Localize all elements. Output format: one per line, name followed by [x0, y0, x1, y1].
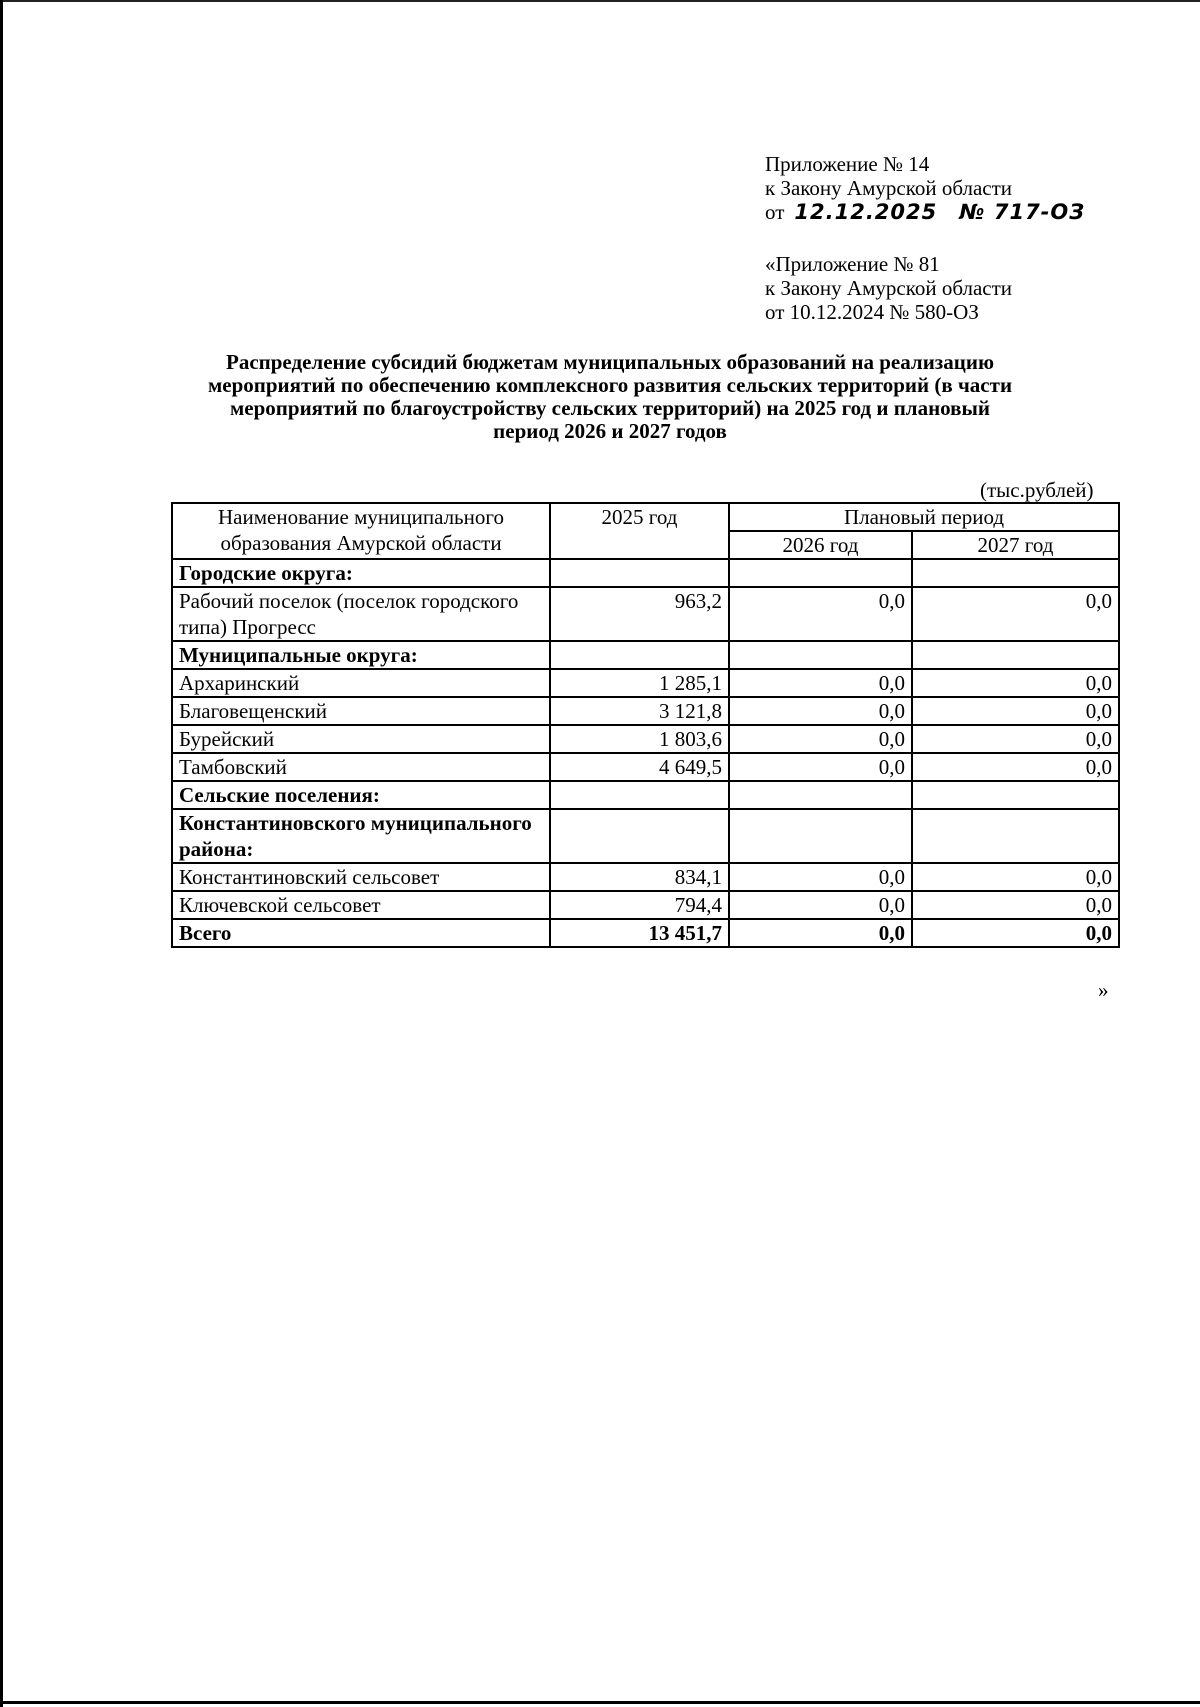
row-2025-cell — [550, 809, 729, 863]
units-label: (тыс.рублей) — [980, 478, 1094, 502]
row-2026-cell: 0,0 — [729, 725, 912, 753]
table-row — [172, 641, 1119, 669]
row-2025-cell: 3 121,8 — [550, 697, 729, 725]
row-2025-cell: 1 285,1 — [550, 669, 729, 697]
scan-edge-top — [0, 0, 1200, 2]
row-2026-cell — [729, 559, 912, 587]
scan-edge-bottom — [0, 1701, 1200, 1704]
table-row — [172, 725, 1119, 753]
row-2026-cell — [729, 809, 912, 863]
row-2025-cell: 794,4 — [550, 891, 729, 919]
title-line-3: мероприятий по благоустройству сельских территорий) на 2025 год и плановый — [230, 396, 990, 420]
row-name-cell: Благовещенский — [172, 697, 550, 725]
table-row — [172, 697, 1119, 725]
row-2026-cell: 0,0 — [729, 587, 912, 641]
table-row — [172, 753, 1119, 781]
row-2025-cell: 963,2 — [550, 587, 729, 641]
row-name-cell: Рабочий поселок (поселок городского типа) Прогресс — [172, 587, 550, 641]
row-2026-cell: 0,0 — [729, 863, 912, 891]
closing-quote: » — [1098, 978, 1109, 1002]
table-row — [172, 809, 1119, 863]
appendix-date-line — [765, 200, 1085, 224]
row-2027-cell: 0,0 — [912, 725, 1119, 753]
row-2026-cell: 0,0 — [729, 919, 912, 947]
header-2026: 2026 год — [729, 531, 912, 559]
row-2026-cell: 0,0 — [729, 697, 912, 725]
row-2027-cell: 0,0 — [912, 669, 1119, 697]
header-planned-period: Плановый период — [729, 503, 1119, 531]
amended-appendix-law: к Закону Амурской области — [765, 276, 1013, 300]
row-2025-cell — [550, 559, 729, 587]
row-2027-cell: 0,0 — [912, 697, 1119, 725]
row-name-cell: Архаринский — [172, 669, 550, 697]
table-row — [172, 863, 1119, 891]
title-line-4: период 2026 и 2027 годов — [493, 419, 727, 443]
amended-appendix-date: от 10.12.2024 № 580-ОЗ — [765, 300, 979, 324]
row-2025-cell: 4 649,5 — [550, 753, 729, 781]
table-header-row — [172, 503, 1119, 531]
appendix-reference — [765, 152, 1085, 224]
scan-edge-left — [0, 0, 3, 1707]
row-name-cell: Сельские поселения: — [172, 781, 550, 809]
document-title — [150, 351, 1070, 443]
amended-appendix-number: «Приложение № 81 — [765, 252, 940, 276]
table-row — [172, 781, 1119, 809]
row-name-cell: Константиновского муниципального района: — [172, 809, 550, 863]
row-2025-cell — [550, 641, 729, 669]
row-2027-cell: 0,0 — [912, 753, 1119, 781]
row-2026-cell — [729, 781, 912, 809]
row-2025-cell — [550, 781, 729, 809]
row-name-cell: Муниципальные округа: — [172, 641, 550, 669]
row-2027-cell — [912, 641, 1119, 669]
row-2027-cell — [912, 559, 1119, 587]
row-2027-cell: 0,0 — [912, 891, 1119, 919]
row-name-cell: Ключевской сельсовет — [172, 891, 550, 919]
table-row — [172, 587, 1119, 641]
title-line-1: Распределение субсидий бюджетам муниципальных образований на реализацию — [226, 350, 994, 374]
row-2025-cell: 1 803,6 — [550, 725, 729, 753]
row-2027-cell — [912, 781, 1119, 809]
subsidy-table — [171, 502, 1120, 948]
row-name-cell: Константиновский сельсовет — [172, 863, 550, 891]
row-name-cell: Городские округа: — [172, 559, 550, 587]
row-name-cell: Тамбовский — [172, 753, 550, 781]
row-name-cell: Всего — [172, 919, 550, 947]
row-2025-cell: 13 451,7 — [550, 919, 729, 947]
appendix-date-prefix: от — [765, 200, 785, 224]
appendix-number: Приложение № 14 — [765, 152, 930, 176]
row-2026-cell: 0,0 — [729, 753, 912, 781]
row-2027-cell: 0,0 — [912, 919, 1119, 947]
row-2026-cell: 0,0 — [729, 669, 912, 697]
table-row — [172, 559, 1119, 587]
table-row — [172, 669, 1119, 697]
row-2026-cell — [729, 641, 912, 669]
appendix-law: к Закону Амурской области — [765, 176, 1013, 200]
table-row — [172, 919, 1119, 947]
handwritten-date: 12.12.2025 — [794, 200, 938, 224]
row-2027-cell: 0,0 — [912, 863, 1119, 891]
header-name: Наименование муниципального образования Амурской области — [172, 503, 550, 559]
amended-appendix-reference — [765, 252, 1012, 324]
row-2026-cell: 0,0 — [729, 891, 912, 919]
row-2027-cell: 0,0 — [912, 587, 1119, 641]
row-2025-cell: 834,1 — [550, 863, 729, 891]
handwritten-number: № 717-ОЗ — [959, 200, 1086, 224]
header-2027: 2027 год — [912, 531, 1119, 559]
title-line-2: мероприятий по обеспечению комплексного развития сельских территорий (в части — [207, 373, 1013, 397]
table-row — [172, 891, 1119, 919]
row-name-cell: Бурейский — [172, 725, 550, 753]
row-2027-cell — [912, 809, 1119, 863]
header-2025: 2025 год — [550, 503, 729, 559]
